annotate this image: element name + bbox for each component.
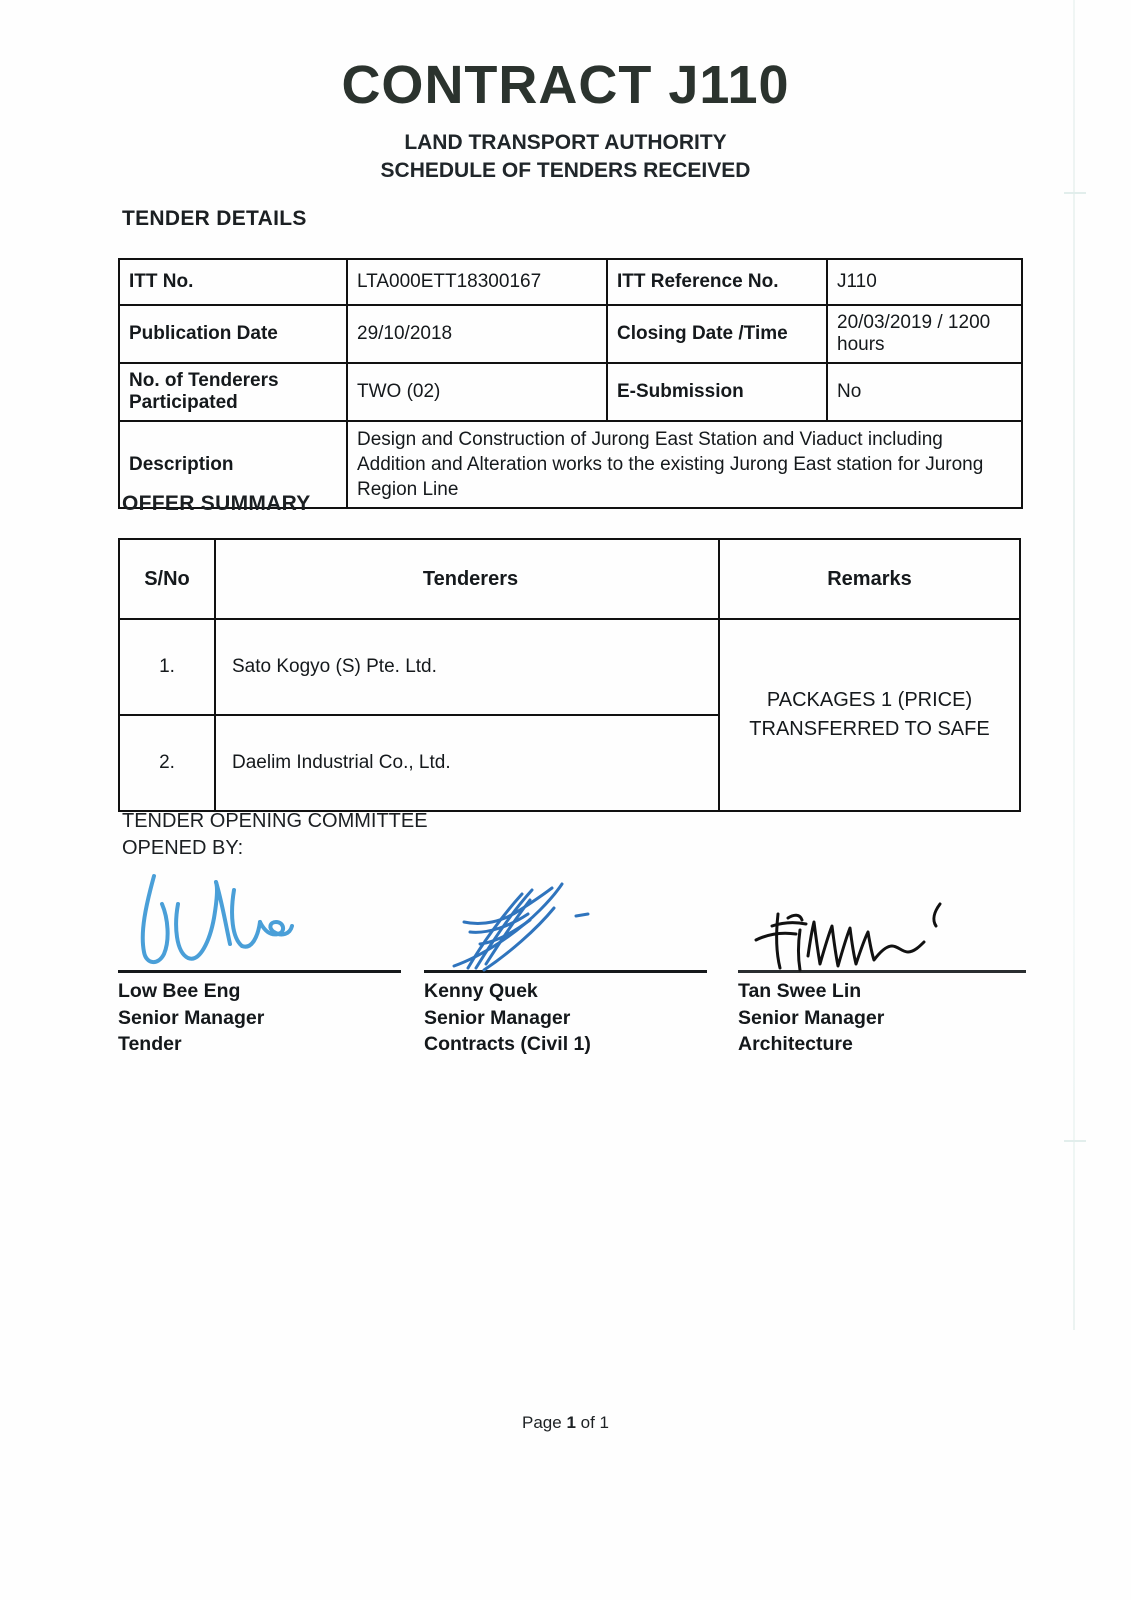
- scan-artifact-tick: [1064, 192, 1086, 194]
- cell-itt-no-value: LTA000ETT18300167: [347, 259, 607, 305]
- table-row: [119, 305, 1022, 363]
- signature-block-tan-swee-lin: [738, 860, 1026, 1058]
- section-heading-offer-summary: OFFER SUMMARY: [122, 492, 311, 515]
- cell-closing-date-label: Closing Date /Time: [607, 305, 827, 363]
- cell-itt-reference-label: ITT Reference No.: [607, 259, 827, 305]
- scan-artifact-line: [1073, 0, 1075, 1330]
- cell-tenderers-participated-value: TWO (02): [347, 363, 607, 421]
- signatory-department: Tender: [118, 1033, 182, 1056]
- footer-page-number: 1: [566, 1413, 576, 1432]
- signatory-department: Contracts (Civil 1): [424, 1033, 591, 1056]
- signature-mark-icon: [738, 860, 1028, 975]
- cell-tenderers-participated-label: No. of Tenderers Participated: [119, 363, 347, 421]
- signatory-title: Senior Manager: [738, 1006, 885, 1029]
- table-row: [119, 363, 1022, 421]
- footer-prefix: Page: [522, 1413, 567, 1432]
- cell-tenderer-name: Sato Kogyo (S) Pte. Ltd.: [215, 619, 719, 715]
- cell-tenderer-name: Daelim Industrial Co., Ltd.: [215, 715, 719, 811]
- cell-esubmission-label: E-Submission: [607, 363, 827, 421]
- signatory-name: Tan Swee Lin: [738, 980, 862, 1002]
- signatory-title: Senior Manager: [118, 1006, 265, 1029]
- committee-heading: [122, 808, 428, 862]
- signatory-details: [424, 973, 707, 1058]
- cell-esubmission-value: No: [827, 363, 1022, 421]
- signature-mark-icon: [118, 860, 408, 975]
- signatory-details: [118, 973, 401, 1058]
- offer-summary-table: [118, 538, 1021, 812]
- cell-closing-date-value: 20/03/2019 / 1200 hours: [827, 305, 1022, 363]
- signature-area: [118, 860, 401, 970]
- subtitle-line-authority: LAND TRANSPORT AUTHORITY: [404, 131, 727, 154]
- committee-line-opened-by: OPENED BY:: [122, 837, 244, 859]
- column-header-tenderers: Tenderers: [215, 539, 719, 619]
- page-title: CONTRACT J110: [341, 55, 790, 115]
- signature-mark-icon: [424, 860, 714, 975]
- page-subtitle: [0, 129, 1131, 184]
- committee-line-title: TENDER OPENING COMMITTEE: [122, 810, 428, 832]
- table-row: [119, 259, 1022, 305]
- cell-sno: 1.: [119, 619, 215, 715]
- signature-area: [424, 860, 707, 970]
- cell-remarks: PACKAGES 1 (PRICE) TRANSFERRED TO SAFE: [719, 619, 1020, 811]
- column-header-sno: S/No: [119, 539, 215, 619]
- cell-publication-date-label: Publication Date: [119, 305, 347, 363]
- column-header-remarks: Remarks: [719, 539, 1020, 619]
- scan-artifact-tick: [1064, 1140, 1086, 1142]
- cell-itt-reference-value: J110: [827, 259, 1022, 305]
- signatory-details: [738, 973, 1026, 1058]
- cell-itt-no-label: ITT No.: [119, 259, 347, 305]
- cell-description-label: Description: [119, 421, 347, 508]
- cell-publication-date-value: 29/10/2018: [347, 305, 607, 363]
- tender-details-table: [118, 258, 1023, 509]
- signatory-department: Architecture: [738, 1033, 853, 1056]
- table-header-row: [119, 539, 1020, 619]
- signature-area: [738, 860, 1026, 970]
- signatory-name: Kenny Quek: [424, 980, 538, 1002]
- table-row: [119, 619, 1020, 715]
- signature-block-kenny-quek: [424, 860, 707, 1058]
- subtitle-line-schedule: SCHEDULE OF TENDERS RECEIVED: [380, 158, 751, 182]
- page-footer: [0, 1413, 1131, 1433]
- section-heading-tender-details: TENDER DETAILS: [122, 207, 307, 230]
- signatory-name: Low Bee Eng: [118, 980, 241, 1002]
- footer-suffix: of 1: [575, 1413, 609, 1432]
- signature-block-low-bee-eng: [118, 860, 401, 1058]
- cell-sno: 2.: [119, 715, 215, 811]
- signatory-title: Senior Manager: [424, 1006, 571, 1029]
- cell-description-value: Design and Construction of Jurong East Station and Viaduct including Addition and Alteration works to the existing Jurong East station for Jurong Region Line: [347, 421, 1022, 508]
